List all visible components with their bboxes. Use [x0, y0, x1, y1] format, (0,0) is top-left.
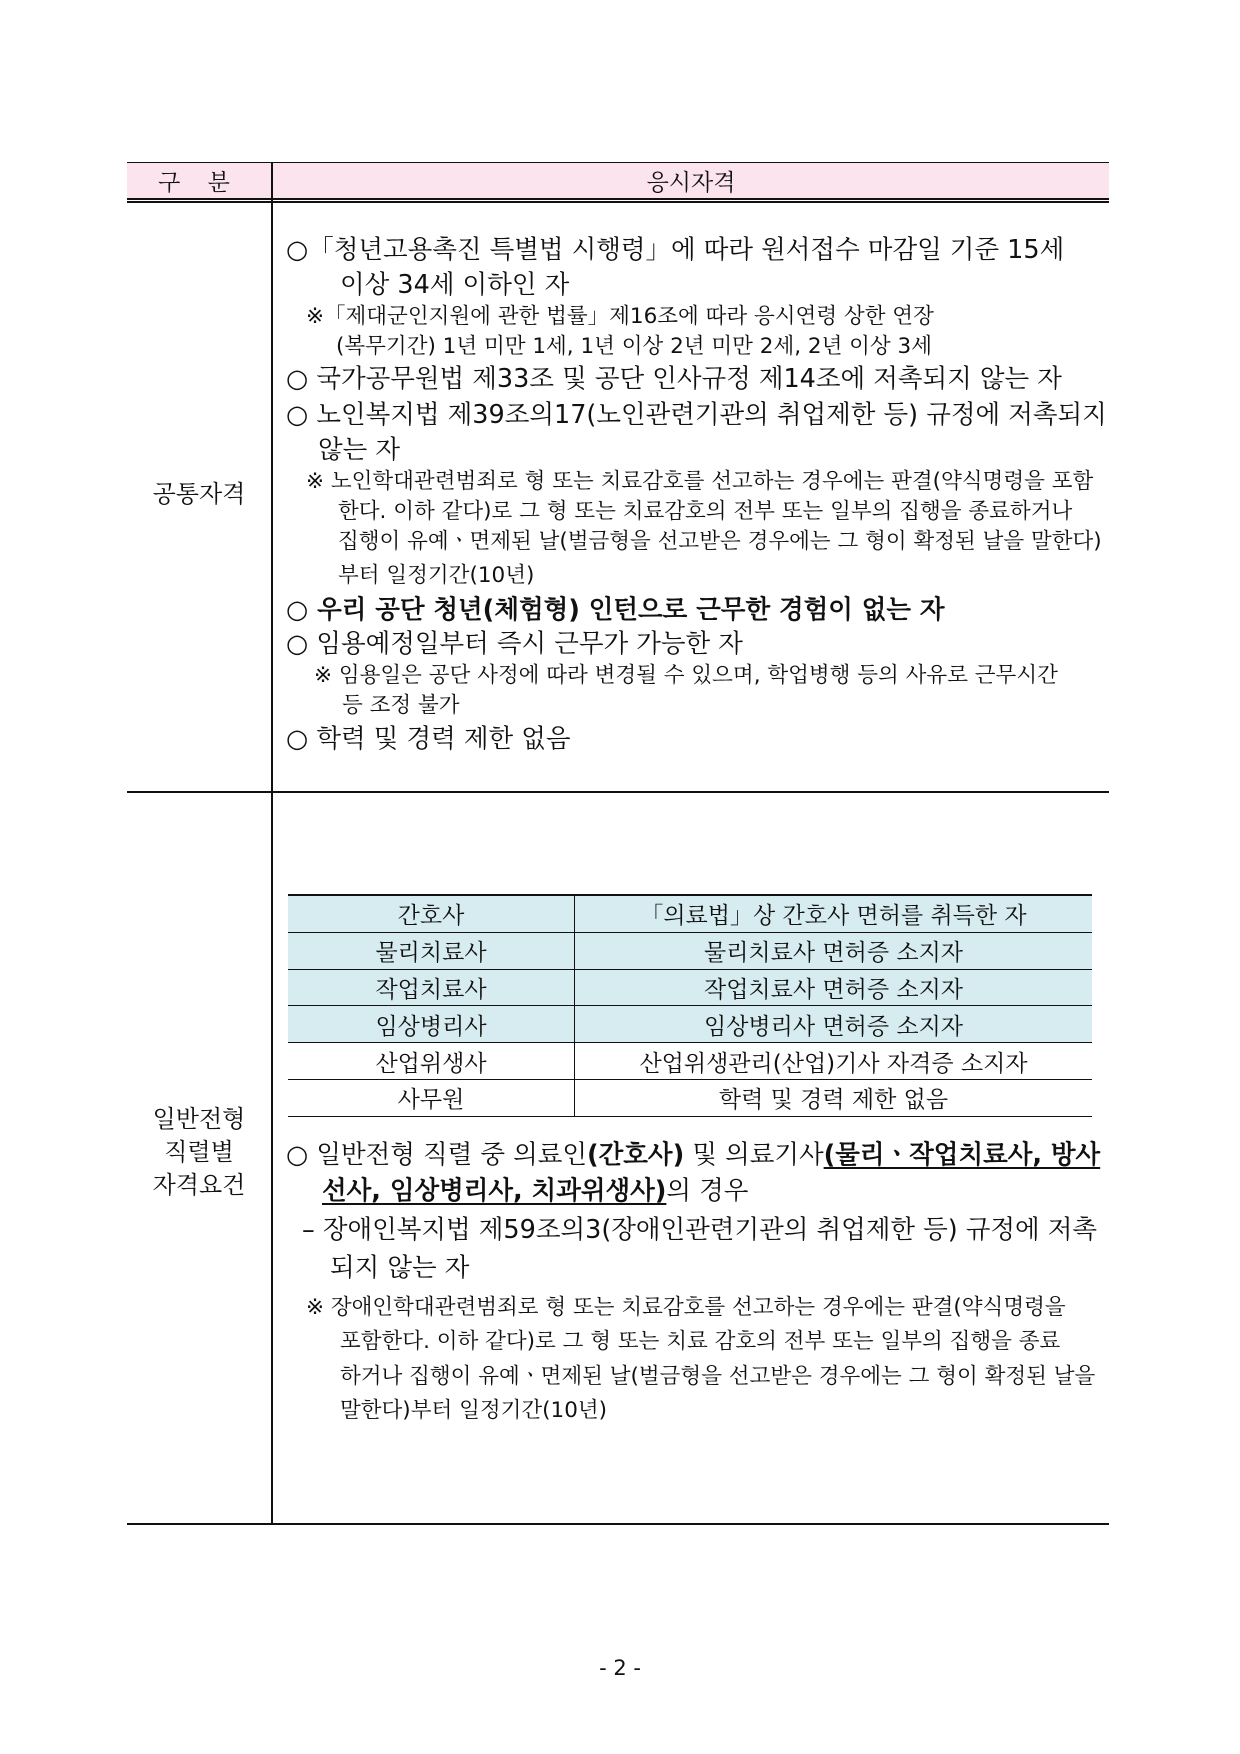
job-requirements-table [288, 894, 1092, 1117]
note-text: 의 경우 [666, 1176, 749, 1206]
general-note-line-5: ※ 장애인학대관련범죄로 형 또는 치료감호를 선고하는 경우에는 판결(약식명령을 [306, 1295, 1066, 1320]
table-row [288, 1006, 1092, 1043]
general-label-line-3: 자격요건 [152, 1171, 246, 1199]
table-row [288, 1043, 1092, 1080]
general-note-line-4: 되지 않는 자 [330, 1253, 470, 1283]
common-qualification-label: 공통자격 [152, 480, 246, 508]
job-requirement: 「의료법」상 간호사 면허를 취득한 자 [575, 895, 1093, 932]
common-line-15: 등 조정 불가 [342, 693, 460, 718]
general-label-line-1: 일반전형 [152, 1105, 246, 1133]
job-requirement: 물리치료사 면허증 소지자 [575, 932, 1093, 969]
common-line-11: 부터 일정기간(10년) [338, 563, 535, 588]
job-title: 임상병리사 [288, 1006, 575, 1043]
table-row [288, 1079, 1092, 1116]
common-line-4: (복무기간) 1년 미만 1세, 1년 이상 2년 미만 2세, 2년 이상 3세 [336, 334, 932, 359]
common-line-12: ○ 우리 공단 청년(체험형) 인턴으로 근무한 경험이 없는 자 [286, 595, 945, 625]
job-requirement: 학력 및 경력 제한 없음 [575, 1079, 1093, 1116]
job-title: 간호사 [288, 895, 575, 932]
job-requirement: 임상병리사 면허증 소지자 [575, 1006, 1093, 1043]
table-row [288, 969, 1092, 1006]
common-line-5: ○ 국가공무원법 제33조 및 공단 인사규정 제14조에 저촉되지 않는 자 [286, 364, 1062, 394]
table-bottom-border [127, 1523, 1109, 1525]
general-qualification-label [127, 1103, 271, 1202]
common-line-14: ※ 임용일은 공단 사정에 따라 변경될 수 있으며, 학업병행 등의 사유로 근무시간 [314, 663, 1058, 688]
common-line-7: 않는 자 [318, 435, 401, 465]
note-bold-underlined: (물리ㆍ작업치료사, 방사 [823, 1140, 1101, 1170]
job-title: 물리치료사 [288, 932, 575, 969]
table-header-border-2 [127, 201, 1109, 203]
common-line-6: ○ 노인복지법 제39조의17(노인관련기관의 취업제한 등) 규정에 저촉되지 [286, 400, 1107, 430]
common-line-9: 한다. 이하 같다)로 그 형 또는 치료감호의 전부 또는 일부의 집행을 종료하거나 [338, 499, 1073, 524]
general-note-line-7: 하거나 집행이 유예ㆍ면제된 날(벌금형을 선고받은 경우에는 그 형이 확정된 날을 [340, 1364, 1096, 1389]
note-text: 및 의료기사 [684, 1140, 824, 1170]
common-line-13: ○ 임용예정일부터 즉시 근무가 가능한 자 [286, 629, 743, 659]
common-line-1: ○「청년고용촉진 특별법 시행령」에 따라 원서접수 마감일 기준 15세 [286, 235, 1065, 265]
job-title: 사무원 [288, 1079, 575, 1116]
job-title: 산업위생사 [288, 1043, 575, 1080]
note-bold-underlined: 선사, 임상병리사, 치과위생사) [322, 1176, 667, 1206]
common-line-3: ※「제대군인지원에 관한 법률」제16조에 따라 응시연령 상한 연장 [306, 304, 934, 329]
table-row-divider [127, 791, 1109, 793]
header-category: 구 분 [158, 170, 240, 196]
general-note-line-3: – 장애인복지법 제59조의3(장애인관련기관의 취업제한 등) 규정에 저촉 [302, 1215, 1098, 1245]
common-line-10: 집행이 유예ㆍ면제된 날(벌금형을 선고받은 경우에는 그 형이 확정된 날을 말한다) [338, 529, 1102, 554]
common-line-8: ※ 노인학대관련범죄로 형 또는 치료감호를 선고하는 경우에는 판결(약식명령을 포함 [306, 469, 1094, 494]
job-requirement: 작업치료사 면허증 소지자 [575, 969, 1093, 1006]
job-requirement: 산업위생관리(산업)기사 자격증 소지자 [575, 1043, 1093, 1080]
page-number: - 2 - [599, 1656, 641, 1680]
general-note-line-6: 포함한다. 이하 같다)로 그 형 또는 치료 감호의 전부 또는 일부의 집행을 종료 [340, 1329, 1061, 1354]
table-header-border [127, 198, 1109, 200]
table-header-row [127, 163, 1109, 198]
job-title: 작업치료사 [288, 969, 575, 1006]
general-note-line-8: 말한다)부터 일정기간(10년) [340, 1398, 608, 1423]
note-bold-nurse: (간호사) [587, 1140, 685, 1170]
table-column-divider [271, 163, 273, 1524]
general-label-line-2: 직렬별 [164, 1138, 234, 1166]
table-row [288, 895, 1092, 932]
common-line-16: ○ 학력 및 경력 제한 없음 [286, 724, 571, 754]
table-row [288, 932, 1092, 969]
common-line-2: 이상 34세 이하인 자 [340, 270, 570, 300]
header-qualification: 응시자격 [646, 170, 736, 196]
general-note-line-2 [322, 1174, 748, 1208]
general-note-line-1 [286, 1138, 1100, 1172]
note-text: ○ 일반전형 직렬 중 의료인 [286, 1140, 588, 1170]
